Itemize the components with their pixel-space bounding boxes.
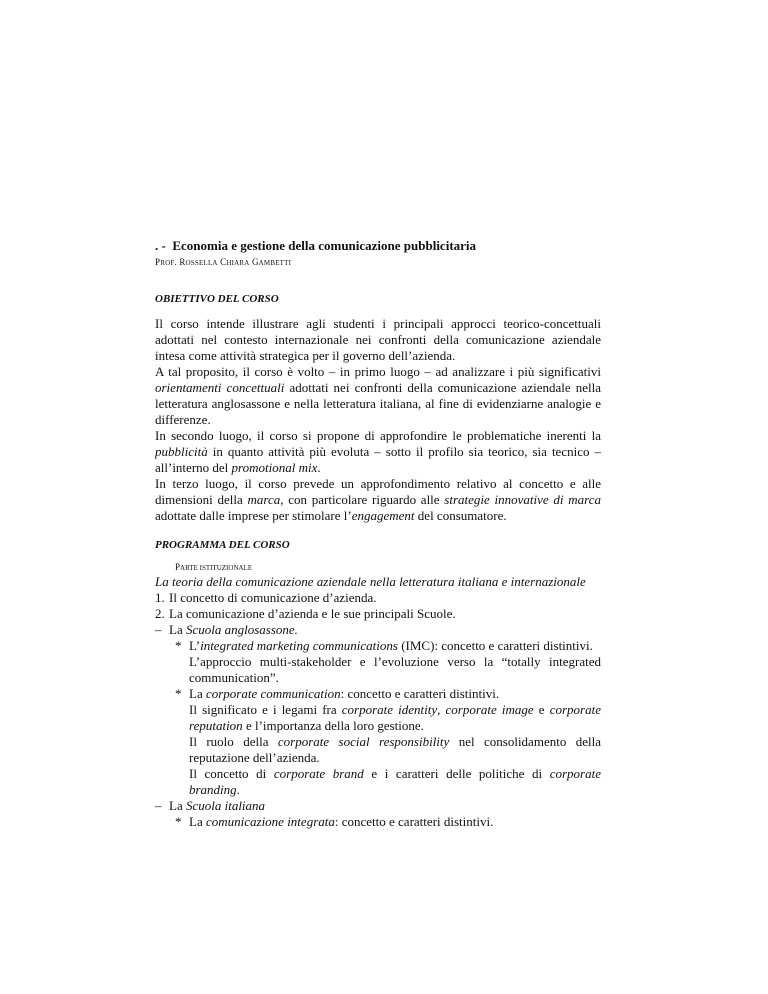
program-heading: PROGRAMMA DEL CORSO	[155, 539, 290, 551]
list-item: – La Scuola italiana	[155, 798, 266, 813]
objective-paragraph-4: In terzo luogo, il corso prevede un approfondimento relativo al concetto e alle dimensioni della marca, con particolare riguardo alle strategie innovative di marca adottate dalle imprese per stimolare l’engagement del consumatore.	[155, 476, 601, 523]
objective-paragraph-3: In secondo luogo, il corso si propone di approfondire le problematiche inerenti la pubblicità in quanto attività più evoluta – sotto il profilo sia teorico, sia tecnico – all’interno del promotional mix.	[155, 428, 601, 475]
list-item: * L’integrated marketing communications (IMC): concetto e caratteri distintivi.	[175, 638, 593, 653]
list-item: 2. La comunicazione d’azienda e le sue principali Scuole.	[155, 606, 456, 621]
course-title	[155, 238, 601, 254]
list-item: * La corporate communication: concetto e caratteri distintivi.	[175, 686, 500, 701]
objective-paragraph-1: Il corso intende illustrare agli studenti i principali approcci teorico-concettuali adottati nel contesto internazionale nei confronti della comunicazione aziendale intesa come attività strategica per il governo dell’azienda.	[155, 316, 601, 363]
objective-heading: OBIETTIVO DEL CORSO	[155, 293, 279, 305]
part-label: PARTE ISTITUZIONALE	[175, 562, 253, 572]
list-item: * La comunicazione integrata: concetto e caratteri distintivi.	[175, 814, 494, 829]
list-subtext: L’approccio multi-stakeholder e l’evoluzione verso la “totally integrated communication”.	[189, 654, 601, 685]
list-item: – La Scuola anglosassone.	[155, 622, 298, 637]
course-page	[155, 238, 601, 830]
course-title-text: Economia e gestione della comunicazione pubblicitaria	[172, 238, 477, 253]
professor-name: PROF. ROSSELLA CHIARA GAMBETTI	[155, 257, 292, 267]
course-number: . -	[155, 238, 166, 253]
objective-paragraph-2: A tal proposito, il corso è volto – in primo luogo – ad analizzare i più significativi orientamenti concettuali adottati nei confronti della comunicazione aziendale nella letteratura anglosassone e nella letteratura italiana, al fine di evidenziarne analogie e differenze.	[155, 364, 601, 427]
list-subtext: Il concetto di corporate brand e i caratteri delle politiche di corporate branding.	[189, 766, 601, 797]
program-topic: La teoria della comunicazione aziendale nella letteratura italiana e internazionale	[155, 574, 586, 589]
list-subtext: Il significato e i legami fra corporate identity, corporate image e corporate reputation e l’importanza della loro gestione.	[189, 702, 601, 733]
list-subtext: Il ruolo della corporate social responsibility nel consolidamento della reputazione dell’azienda.	[189, 734, 601, 765]
list-item: 1. Il concetto di comunicazione d’azienda.	[155, 590, 377, 605]
